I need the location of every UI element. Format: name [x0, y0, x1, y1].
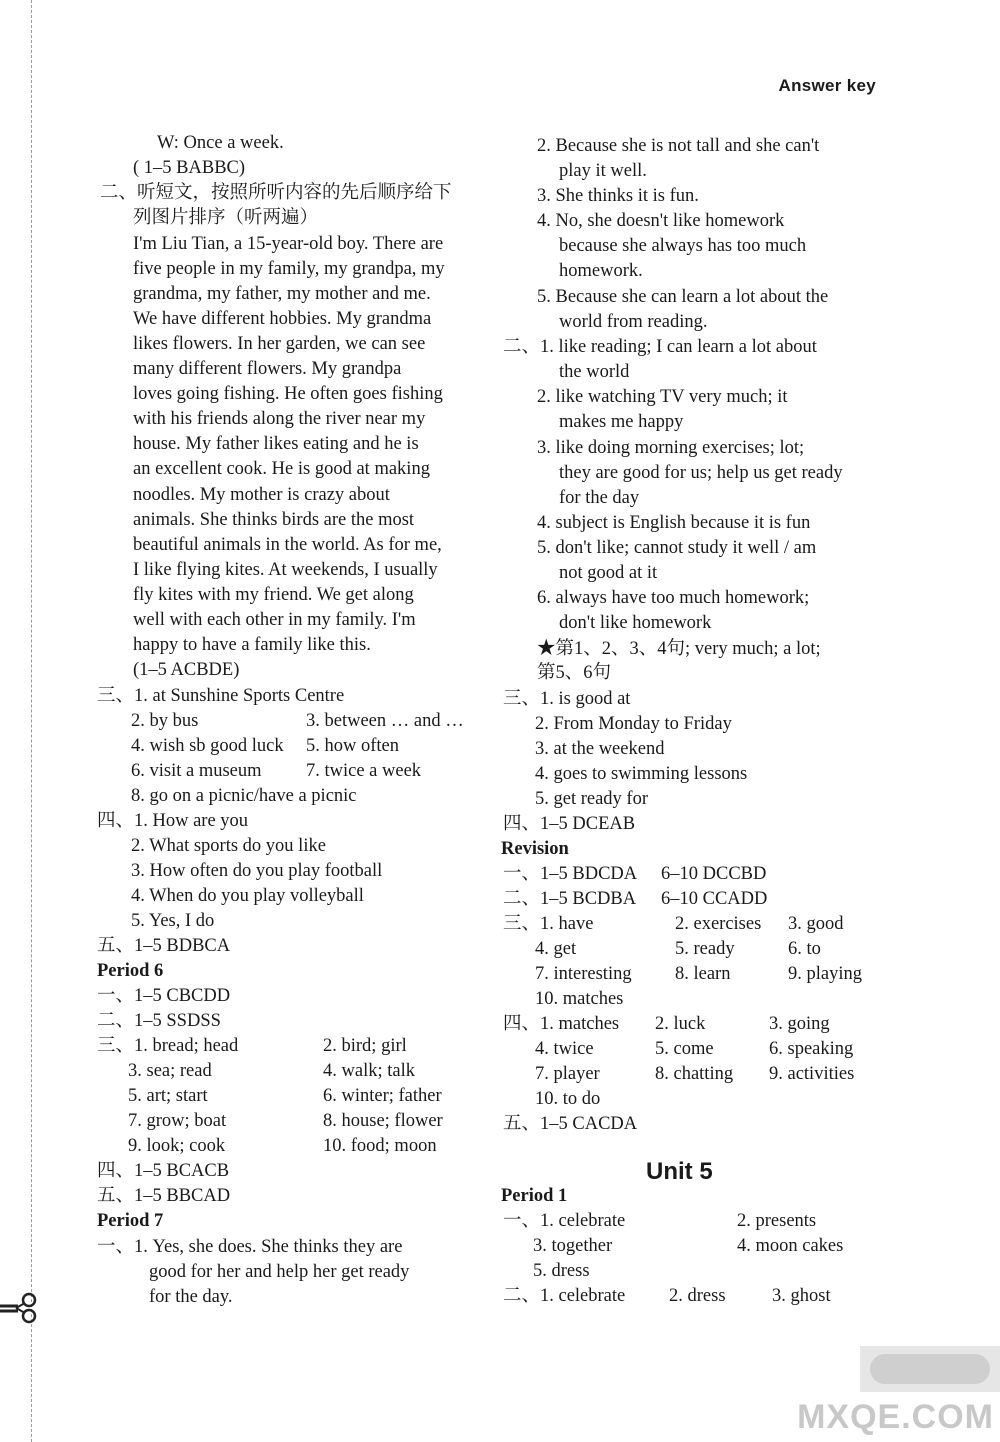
answer-line: 6–10 DCCBD: [661, 864, 767, 884]
answer-line: 7. player: [535, 1064, 600, 1084]
answer-line: 3. together: [533, 1236, 613, 1256]
answer-line: 四、1–5 DCEAB: [503, 814, 636, 834]
answer-line: I like flying kites. At weekends, I usually: [133, 560, 438, 580]
answer-line: don't like homework: [559, 613, 712, 633]
section-heading: Period 7: [97, 1211, 164, 1231]
answer-line: 8. go on a picnic/have a picnic: [131, 786, 357, 806]
answer-line: 一、1–5 CBCDD: [97, 986, 231, 1006]
answer-line: good for her and help her get ready: [149, 1262, 410, 1282]
answer-line: 2. From Monday to Friday: [535, 714, 732, 734]
answer-line: 4. subject is English because it is fun: [537, 513, 811, 533]
answer-line: 二、1. celebrate: [503, 1286, 626, 1306]
answer-line: We have different hobbies. My grandma: [133, 309, 432, 329]
answer-line: 五、1–5 BBCAD: [97, 1186, 231, 1206]
answer-line: house. My father likes eating and he is: [133, 434, 419, 454]
answer-line: 3. like doing morning exercises; lot;: [537, 438, 805, 458]
answer-line: many different flowers. My grandpa: [133, 359, 402, 379]
answer-line: because she always has too much: [559, 236, 807, 256]
answer-line: 6. visit a museum: [131, 761, 262, 781]
answer-line: an excellent cook. He is good at making: [133, 459, 430, 479]
answer-line: I'm Liu Tian, a 15-year-old boy. There are: [133, 234, 444, 254]
answer-line: play it well.: [559, 161, 647, 181]
answer-line: 4. walk; talk: [323, 1061, 415, 1081]
answer-line: 7. grow; boat: [128, 1111, 227, 1131]
answer-line: 第5、6句: [537, 663, 612, 683]
answer-line: fly kites with my friend. We get along: [133, 585, 414, 605]
answer-line: 二、听短文，按照所听内容的先后顺序给下: [100, 183, 452, 203]
answer-line: ★第1、2、3、4句; very much; a lot;: [537, 639, 821, 659]
answer-line: 4. When do you play volleyball: [131, 886, 364, 906]
answer-line: 2. dress: [669, 1286, 726, 1306]
answer-line: 6. always have too much homework;: [537, 588, 810, 608]
answer-line: 8. house; flower: [323, 1111, 443, 1131]
answer-line: 4. moon cakes: [737, 1236, 844, 1256]
answer-line: 8. chatting: [655, 1064, 734, 1084]
answer-line: 6. speaking: [769, 1039, 854, 1059]
answer-line: 3. going: [769, 1014, 830, 1034]
answer-line: 5. how often: [306, 736, 399, 756]
answer-line: 5. get ready for: [535, 789, 649, 809]
answer-line: 列图片排序（听两遍）: [133, 208, 319, 228]
answer-line: 10. food; moon: [323, 1136, 437, 1156]
answer-line: 9. playing: [788, 964, 862, 984]
answer-line: 5. art; start: [128, 1086, 208, 1106]
answer-line: beautiful animals in the world. As for me,: [133, 535, 442, 555]
answer-line: 3. at the weekend: [535, 739, 665, 759]
answer-line: 6–10 CCADD: [661, 889, 768, 909]
answer-line: 8. learn: [675, 964, 731, 984]
answer-line: for the day.: [149, 1287, 233, 1307]
answer-line: 一、1. Yes, she does. She thinks they are: [97, 1237, 403, 1257]
answer-line: noodles. My mother is crazy about: [133, 485, 390, 505]
answer-line: happy to have a family like this.: [133, 635, 371, 655]
answer-line: five people in my family, my grandpa, my: [133, 259, 445, 279]
answer-line: 3. ghost: [772, 1286, 831, 1306]
answer-line: 9. look; cook: [128, 1136, 226, 1156]
answer-line: 2. by bus: [131, 711, 199, 731]
scissors-icon: [0, 1286, 42, 1326]
answer-line: 4. wish sb good luck: [131, 736, 284, 756]
answer-line: 5. Yes, I do: [131, 911, 215, 931]
answer-line: 3. She thinks it is fun.: [537, 186, 699, 206]
answer-line: 3. sea; read: [128, 1061, 212, 1081]
answer-line: grandma, my father, my mother and me.: [133, 284, 431, 304]
answer-line: 5. don't like; cannot study it well / am: [537, 538, 817, 558]
answer-line: 2. exercises: [675, 914, 762, 934]
answer-line: 二、1. like reading; I can learn a lot about: [503, 337, 817, 357]
cut-guide-line: [31, 0, 32, 1442]
answer-line: 2. bird; girl: [323, 1036, 407, 1056]
answer-line: 3. between … and …: [306, 711, 464, 731]
answer-line: 5. ready: [675, 939, 735, 959]
answer-line: 3. How often do you play football: [131, 861, 383, 881]
answer-line: loves going fishing. He often goes fishing: [133, 384, 443, 404]
answer-line: 9. activities: [769, 1064, 855, 1084]
page-corner-badge: [860, 1346, 1000, 1392]
answer-line: well with each other in my family. I'm: [133, 610, 416, 630]
answer-line: 2. presents: [737, 1211, 817, 1231]
answer-line: 三、1. have: [503, 914, 594, 934]
answer-line: 三、1. at Sunshine Sports Centre: [97, 686, 345, 706]
answer-line: not good at it: [559, 563, 658, 583]
answer-line: 三、1. is good at: [503, 689, 631, 709]
answer-line: 五、1–5 BDBCA: [97, 936, 231, 956]
answer-line: W: Once a week.: [157, 133, 284, 153]
answer-line: 2. like watching TV very much; it: [537, 387, 788, 407]
answer-line: 五、1–5 CACDA: [503, 1114, 638, 1134]
answer-line: 5. come: [655, 1039, 714, 1059]
answer-line: 6. to: [788, 939, 821, 959]
watermark-logo: MXQE.COM: [797, 1398, 994, 1436]
answer-line: 7. twice a week: [306, 761, 422, 781]
answer-line: ( 1–5 BABBC): [133, 158, 246, 178]
answer-line: likes flowers. In her garden, we can see: [133, 334, 426, 354]
answer-line: 4. get: [535, 939, 577, 959]
answer-line: 三、1. bread; head: [97, 1036, 239, 1056]
answer-line: 2. What sports do you like: [131, 836, 326, 856]
answer-key-header: Answer key: [778, 76, 876, 95]
answer-line: 4. twice: [535, 1039, 594, 1059]
answer-line: the world: [559, 362, 630, 382]
answer-line: 4. goes to swimming lessons: [535, 764, 748, 784]
answer-line: 7. interesting: [535, 964, 632, 984]
answer-line: 4. No, she doesn't like homework: [537, 211, 785, 231]
answer-line: 5. dress: [533, 1261, 590, 1281]
answer-line: makes me happy: [559, 412, 684, 432]
answer-line: 四、1–5 BCACB: [97, 1161, 230, 1181]
answer-line: 二、1–5 SSDSS: [97, 1011, 221, 1031]
answer-line: 3. good: [788, 914, 844, 934]
answer-line: 5. Because she can learn a lot about the: [537, 287, 829, 307]
section-heading: Period 1: [501, 1186, 568, 1206]
answer-line: animals. She thinks birds are the most: [133, 510, 415, 530]
answer-line: 10. to do: [535, 1089, 601, 1109]
answer-line: with his friends along the river near my: [133, 409, 426, 429]
answer-line: world from reading.: [559, 312, 708, 332]
answer-line: 一、1. celebrate: [503, 1211, 626, 1231]
answer-line: 2. luck: [655, 1014, 706, 1034]
section-heading: Period 6: [97, 961, 164, 981]
answer-line: 四、1. How are you: [97, 811, 249, 831]
answer-line: 四、1. matches: [503, 1014, 620, 1034]
answer-line: 2. Because she is not tall and she can't: [537, 136, 820, 156]
answer-line: 一、1–5 BDCDA: [503, 864, 638, 884]
answer-line: 10. matches: [535, 989, 624, 1009]
section-heading: Revision: [501, 839, 569, 859]
answer-line: 6. winter; father: [323, 1086, 442, 1106]
answer-line: 二、1–5 BCDBA: [503, 889, 637, 909]
answer-line: (1–5 ACBDE): [133, 660, 240, 680]
answer-line: for the day: [559, 488, 640, 508]
unit-title: Unit 5: [646, 1158, 713, 1185]
answer-line: they are good for us; help us get ready: [559, 463, 843, 483]
answer-line: homework.: [559, 261, 643, 281]
